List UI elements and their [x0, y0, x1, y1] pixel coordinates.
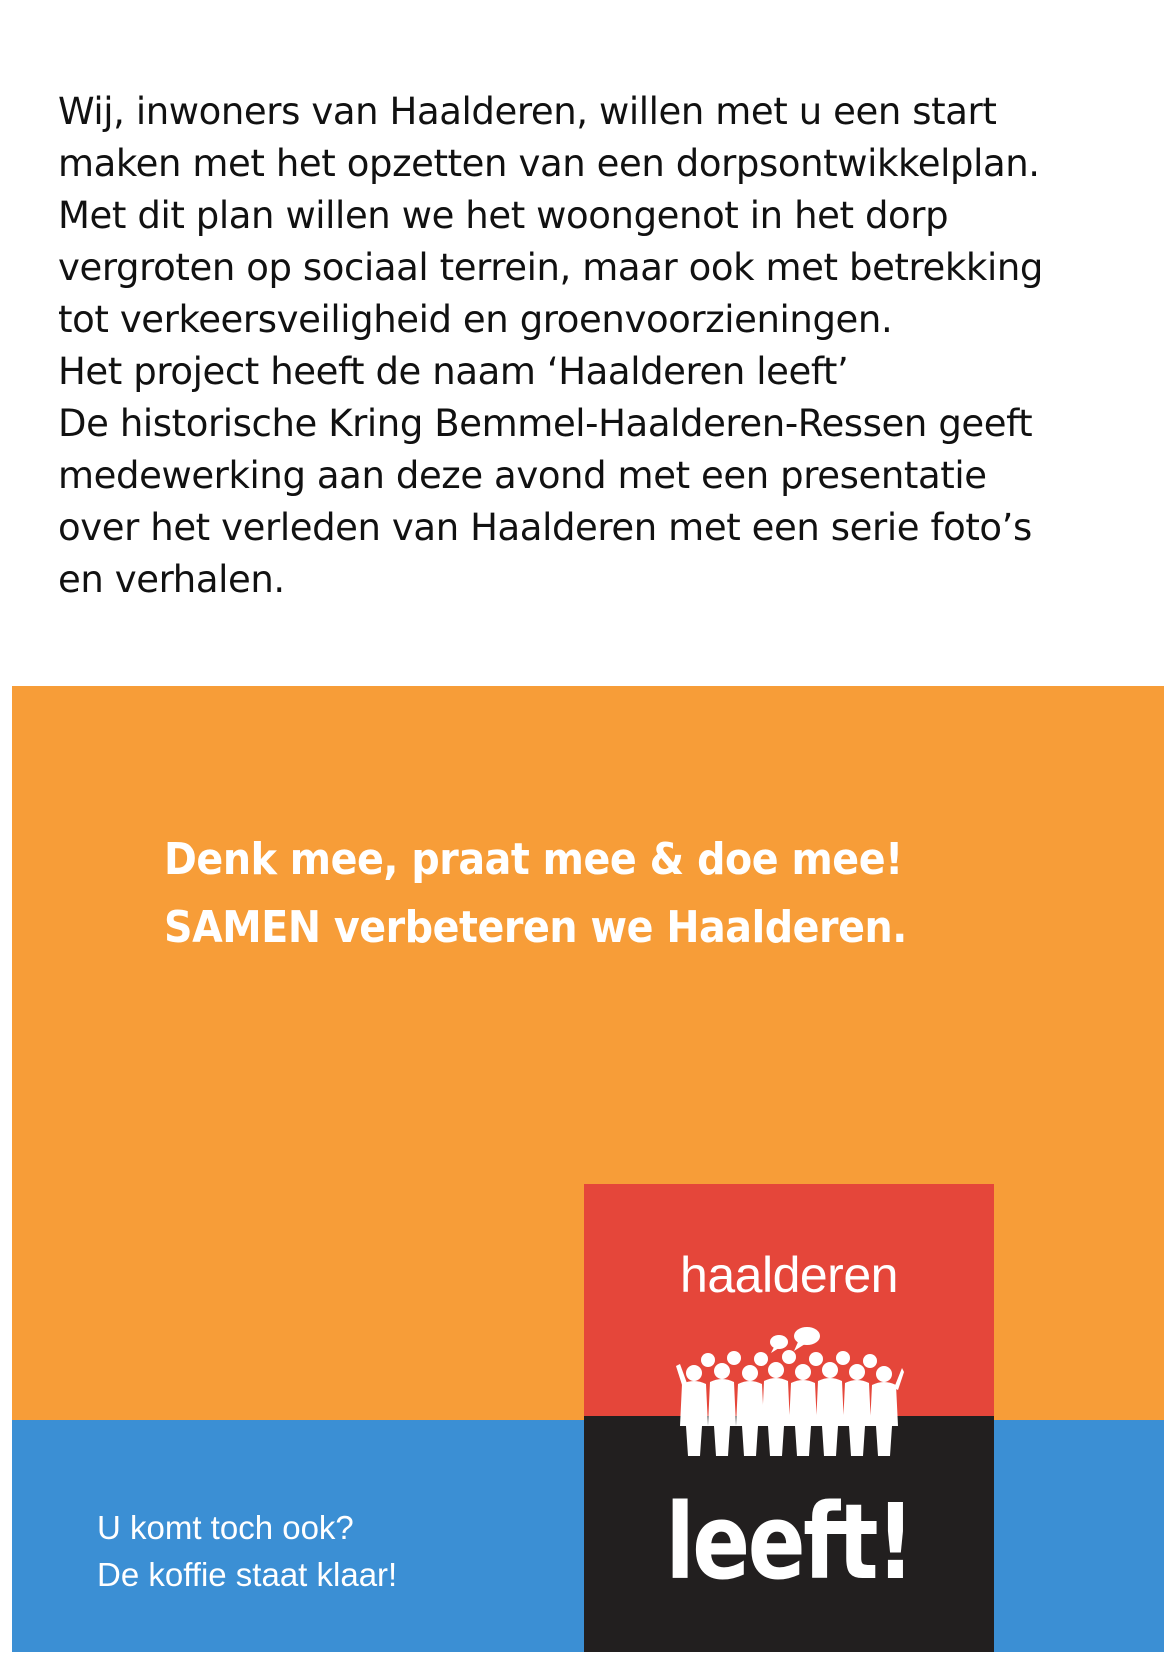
invite-text: [97, 1504, 397, 1598]
crowd-with-speech-bubbles-icon: [676, 1326, 904, 1456]
intro-line: tot verkeersveiligheid en groenvoorzieningen.: [58, 298, 893, 341]
slogan-line: SAMEN verbeteren we Haalderen.: [164, 902, 907, 953]
intro-line: vergroten op sociaal terrein, maar ook met betrekking: [58, 246, 1043, 289]
intro-text: [58, 86, 1118, 606]
intro-line: maken met het opzetten van een dorpsontwikkelplan.: [58, 142, 1040, 185]
logo-word-bottom: leeft!: [665, 1481, 913, 1603]
intro-line: en verhalen.: [58, 558, 285, 601]
slogan: [164, 826, 907, 962]
invite-line: De koffie staat klaar!: [97, 1556, 398, 1593]
intro-line: medewerking aan deze avond met een presentatie: [58, 454, 987, 497]
invite-line: U komt toch ook?: [97, 1509, 354, 1546]
flyer-panel: [12, 686, 1164, 1652]
logo-word-top: haalderen: [680, 1247, 898, 1303]
intro-line: Het project heeft de naam ‘Haalderen leeft’: [58, 350, 849, 393]
intro-line: De historische Kring Bemmel-Haalderen-Ressen geeft: [58, 402, 1033, 445]
intro-line: Wij, inwoners van Haalderen, willen met u een start: [58, 90, 997, 133]
intro-line: Met dit plan willen we het woongenot in het dorp: [58, 194, 949, 237]
intro-line: over het verleden van Haalderen met een serie foto’s: [58, 506, 1032, 549]
slogan-line: Denk mee, praat mee & doe mee!: [164, 834, 903, 885]
haalderen-leeft-logo: [584, 1184, 994, 1652]
